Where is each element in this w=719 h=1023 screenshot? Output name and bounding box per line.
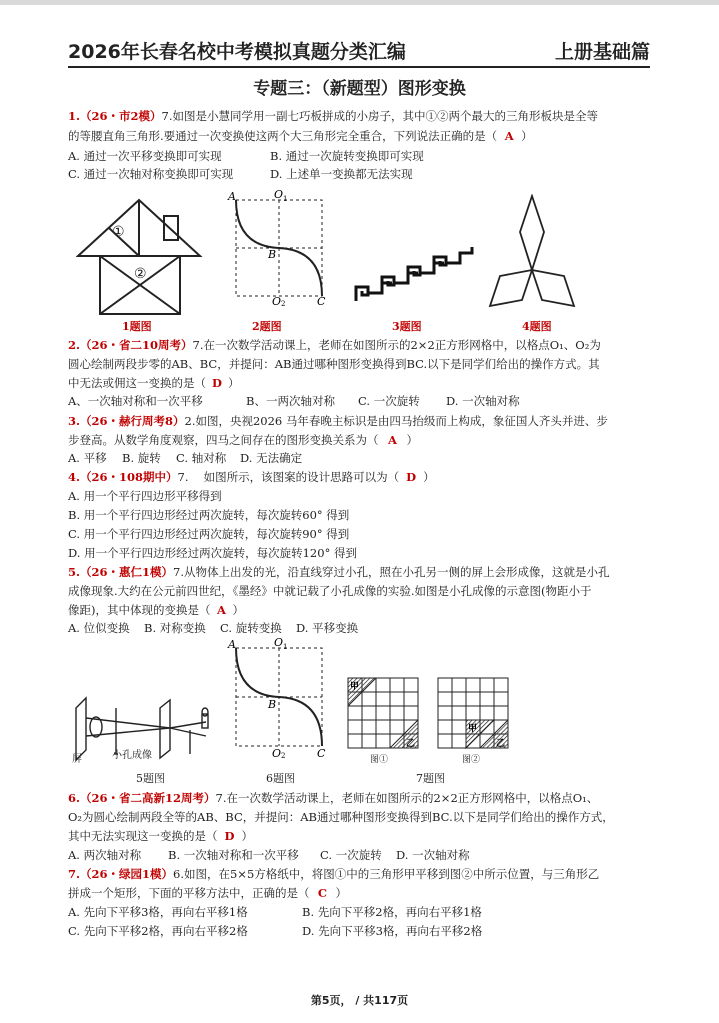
q1-line1 [68,108,598,124]
header-section: 上册基础篇 [554,41,650,63]
top-bar [0,0,719,5]
q2-opt-d: D. 一次轴对称 [446,394,520,408]
label-B: B [268,248,277,261]
q1-text1: 7.如图是小慧同学用一副七巧板拼成的小房子，其中①②两个最大的三角形板块是全等 [161,109,598,123]
q7-text1: 6.如图，在5×5方格纸中，将图①中的三角形甲平移到图②中所示位置，与三角形乙 [173,867,600,881]
q2-line3 [68,375,240,391]
q6-opt-a: A. 两次轴对称 [68,848,142,862]
q5-opt-c: C. 旋转变换 [220,621,282,635]
q6-opt-c: C. 一次旋转 [320,848,382,862]
q6-text1: 7.在一次数学活动课上，老师在如图所示的2×2正方形网格中，以格点O₁、 [215,791,599,805]
q5-close: ） [232,603,244,617]
q3-text1: 2.如图，央视2026 马年春晚主标识是由四马抬级而上构成，象征国人齐头并进、步 [184,414,608,428]
q1-opt-a: A. 通过一次平移变换即可实现 [68,149,222,163]
q7-text2: 拼成一个矩形，下面的平移方法中，正确的是（ [68,886,310,900]
q2-opt-c: C. 一次旋转 [358,394,420,408]
q4-opt-a: A. 用一个平行四边形平移得到 [68,489,222,503]
q2-text2: 圆心绘制两段步零的AB、BC，并提问：AB通过哪种图形变换得到BC.以下是同学们给出的操作方式。其 [68,357,600,371]
label-O2-sub: 2 [281,300,286,306]
label6-O2: O [272,747,282,758]
label-grid1: 图① [370,755,389,765]
label-one: ① [112,224,125,240]
q6-line3 [68,828,253,844]
figure-4-parallelogram-pattern [488,194,576,310]
label-jia-2: 甲 [468,724,478,734]
q6-line1 [68,790,598,806]
q3-close: ） [406,433,418,447]
label-pinhole: 小孔成像 [112,750,152,761]
q2-opt-a: A、一次轴对称和一次平移 [68,394,203,408]
caption-fig6: 6题图 [266,772,295,785]
caption-fig2: 2题图 [252,320,282,333]
q2-answer: D [212,376,222,390]
q5-text3: 像距)，其中体现的变换是（ [68,603,211,617]
q1-options-ab [68,148,222,164]
label6-O1-sub: 1 [283,643,288,651]
q3-opt-d: D. 无法确定 [240,451,303,465]
q1-text2: 的等腰直角三角形.要通过一次变换使这两个大三角形完全重合，下列说法正确的是（ [68,129,498,143]
q1-opt-d: D. 上述单一变换都无法实现 [270,167,413,181]
q7-opt-b: B. 先向下平移2格，再向右平移1格 [302,905,482,919]
q4-text1: 7. 如图所示，该图案的设计思路可以为（ [177,470,400,484]
q3-line1 [68,413,608,429]
label6-O2-sub: 2 [281,752,286,758]
q3-opt-b: B. 旋转 [122,451,161,465]
label6-A: A [228,638,236,651]
caption-fig7: 7题图 [416,772,445,785]
label-screen: 屏 [72,754,82,764]
q7-close: ） [335,886,347,900]
q2-close: ） [228,376,240,390]
q1-opt-c: C. 通过一次轴对称变换即可实现 [68,167,234,181]
q5-line1 [68,564,609,580]
caption-fig3: 3题图 [392,320,422,333]
q5-line3 [68,602,244,618]
q4-tag: 4.（26・108期中） [68,470,178,484]
label-two: ② [134,266,147,282]
q3-answer: A [388,433,397,447]
q1-tag: 1.（26・市2模） [68,109,162,123]
label-A: A [228,190,236,203]
q3-opt-a: A. 平移 [68,451,107,465]
q7-opt-c: C. 先向下平移2格，再向右平移2格 [68,924,248,938]
label-yi-1: 乙 [406,739,416,749]
q3-text2: 步登高。从数学角度观察，四马之间存在的图形变换关系为（ [68,433,379,447]
q1-line2 [68,128,533,144]
label-jia-1: 甲 [350,682,360,692]
label-C: C [317,295,326,306]
q5-tag: 5.（26・惠仁1模） [68,565,174,579]
label-yi-2: 乙 [496,739,506,749]
q2-text3: 中无法或佣这一变换的是（ [68,376,206,390]
q2-text1: 7.在一次数学活动课上，老师在如图所示的2×2正方形网格中，以格点O₁、O₂为 [192,338,601,352]
caption-fig4: 4题图 [522,320,552,333]
label-grid2: 图② [462,755,481,765]
q6-answer: D [224,829,235,843]
q1-close: ） [521,129,533,143]
label-O1: O [274,188,284,201]
q5-opt-a: A. 位似变换 [68,621,130,635]
header-title: 2026年长春名校中考模拟真题分类汇编 [68,41,406,63]
caption-fig1: 1题图 [122,320,152,333]
q7-answer: C [317,886,328,900]
q1-opt-b: B. 通过一次旋转变换即可实现 [270,149,424,163]
q2-tag: 2.（26・省二10周考） [68,338,193,352]
q4-opt-d: D. 用一个平行四边形经过两次旋转，每次旋转120° 得到 [68,546,357,560]
label-O1-sub: 1 [283,195,288,203]
q4-answer: D [406,470,417,484]
q6-text2: O₂为圆心绘制两段全等的AB、BC，并提问：AB通过哪种图形变换得到BC.以下是同学们给出的操作方式， [68,810,614,824]
page-footer: 第5页， / 共117页 [310,994,409,1007]
q4-line1 [68,469,435,485]
figure-1-house [76,198,204,316]
topic-title: 专题三：（新题型）图形变换 [253,79,466,99]
q5-answer: A [217,603,226,617]
figure-6-arcs [224,636,334,758]
label6-O1: O [274,636,284,649]
q6-close: ） [241,829,253,843]
q2-opt-b: B、一两次轴对称 [246,394,335,408]
page-header [68,40,650,68]
q6-opt-d: D. 一次轴对称 [396,848,470,862]
q6-text3: 其中无法实现这一变换的是（ [68,829,218,843]
label6-B: B [268,698,277,711]
q7-opt-a: A. 先向下平移3格，再向右平移1格 [68,905,248,919]
q7-line1 [68,866,599,882]
q5-opt-b: B. 对称变换 [144,621,206,635]
figure-3-horse-steps [352,243,476,305]
figure-7-grids [346,676,510,766]
q5-text1: 7.从物体上出发的光，沿直线穿过小孔，照在小孔另一侧的屏上会形成像，这就是小孔 [173,565,610,579]
q5-text2: 成像现象.大约在公元前四世纪，《墨经》中就记载了小孔成像的实验.如图是小孔成像的示意图(物距小于 [68,584,592,598]
q4-close: ） [423,470,435,484]
q6-tag: 6.（26・省二高新12周考） [68,791,216,805]
caption-fig5: 5题图 [136,772,165,785]
q4-opt-c: C. 用一个平行四边形经过两次旋转，每次旋转90° 得到 [68,527,350,541]
q7-line2 [68,885,347,901]
q3-opt-c: C. 轴对称 [176,451,227,465]
q7-opt-d: D. 先向下平移3格，再向右平移2格 [302,924,483,938]
q3-tag: 3.（26・赫行周考8） [68,414,185,428]
q3-line2 [68,432,418,448]
figure-2-arcs [224,188,334,306]
q7-tag: 7.（26・绿园1模） [68,867,174,881]
q4-opt-b: B. 用一个平行四边形经过两次旋转，每次旋转60° 得到 [68,508,350,522]
q1-answer: A [504,129,514,143]
q2-line1 [68,337,601,353]
label-O2: O [272,295,282,306]
q6-opt-b: B. 一次轴对称和一次平移 [168,848,299,862]
label6-C: C [317,747,326,758]
q5-opt-d: D. 平移变换 [296,621,359,635]
